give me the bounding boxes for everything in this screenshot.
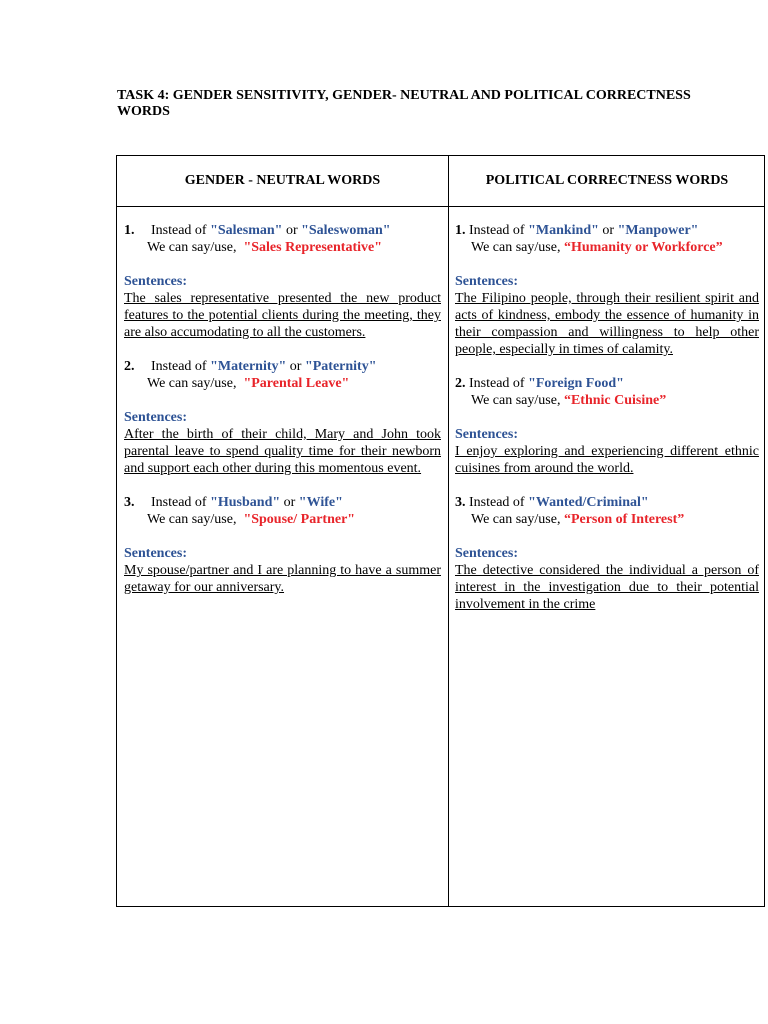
instead-of-line [455, 222, 759, 239]
replacement-word: "Sales Representative" [243, 240, 382, 255]
replacement-word: "Parental Leave" [243, 376, 350, 391]
replacement-line [124, 375, 441, 392]
original-word-2: "Manpower" [617, 223, 699, 238]
original-word-1: "Foreign Food" [528, 376, 624, 391]
original-word-1: "Wanted/Criminal" [528, 495, 649, 510]
item-number: 3. [124, 495, 135, 510]
header-divider [117, 206, 764, 207]
example-sentence: The detective considered the individual a person of interest in the investigation due to their potential involvement in the crime [455, 563, 759, 612]
instead-of-label: Instead of [469, 376, 525, 391]
instead-of-label: Instead of [151, 359, 207, 374]
sentences-label: Sentences: [124, 274, 187, 289]
words-table [116, 155, 765, 907]
instead-of-label: Instead of [151, 223, 207, 238]
instead-of-line [124, 358, 441, 375]
gender-neutral-column [124, 222, 441, 596]
example-sentence: After the birth of their child, Mary and John took parental leave to spend quality time for their newborn and support each other during this momentous event. [124, 427, 441, 476]
instead-of-line [455, 494, 759, 511]
replacement-line [124, 239, 441, 256]
political-correctness-entry-3 [455, 494, 759, 613]
political-correctness-column [455, 222, 759, 613]
sentences-label: Sentences: [124, 546, 187, 561]
or-label: or [283, 495, 296, 510]
we-can-say-label: We can say/use, [147, 512, 237, 527]
example-sentence: The sales representative presented the new product features to the potential clients during the meeting, they are also accumodating to all the customers. [124, 291, 441, 340]
header-political-correctness: POLITICAL CORRECTNESS WORDS [485, 173, 729, 188]
instead-of-label: Instead of [469, 223, 525, 238]
we-can-say-label: We can say/use, [147, 240, 237, 255]
item-number: 2. [124, 359, 135, 374]
original-word-1: "Maternity" [210, 359, 287, 374]
or-label: or [602, 223, 615, 238]
instead-of-line [124, 494, 441, 511]
gender-neutral-entry-3 [124, 494, 441, 596]
or-label: or [289, 359, 302, 374]
item-number: 1. [455, 223, 466, 238]
original-word-2: "Saleswoman" [301, 223, 391, 238]
original-word-2: "Wife" [298, 495, 343, 510]
example-sentence: My spouse/partner and I are planning to have a summer getaway for our anniversary. [124, 563, 441, 595]
sentences-label: Sentences: [124, 410, 187, 425]
sentences-label: Sentences: [455, 546, 518, 561]
replacement-word: "Spouse/ Partner" [243, 512, 356, 527]
column-divider [448, 156, 449, 906]
replacement-word: “Ethnic Cuisine” [563, 393, 667, 408]
replacement-line [124, 511, 441, 528]
original-word-1: "Mankind" [528, 223, 599, 238]
sentences-label: Sentences: [455, 274, 518, 289]
political-correctness-entry-2 [455, 375, 759, 477]
replacement-line [455, 392, 759, 409]
replacement-line [455, 239, 759, 256]
original-word-1: "Husband" [210, 495, 281, 510]
we-can-say-label: We can say/use, [147, 376, 237, 391]
item-number: 1. [124, 223, 135, 238]
replacement-word: “Person of Interest” [563, 512, 685, 527]
original-word-1: "Salesman" [210, 223, 283, 238]
item-number: 2. [455, 376, 466, 391]
sentences-label: Sentences: [455, 427, 518, 442]
political-correctness-entry-1 [455, 222, 759, 358]
we-can-say-label: We can say/use, [471, 512, 561, 527]
task-title: TASK 4: GENDER SENSITIVITY, GENDER- NEUTRAL AND POLITICAL CORRECTNESS WORDS [117, 88, 691, 119]
we-can-say-label: We can say/use, [471, 240, 561, 255]
we-can-say-label: We can say/use, [471, 393, 561, 408]
header-gender-neutral: GENDER - NEUTRAL WORDS [184, 173, 381, 188]
replacement-line [455, 511, 759, 528]
instead-of-label: Instead of [469, 495, 525, 510]
original-word-2: "Paternity" [304, 359, 377, 374]
replacement-word: “Humanity or Workforce” [563, 240, 723, 255]
gender-neutral-entry-2 [124, 358, 441, 477]
instead-of-line [124, 222, 441, 239]
example-sentence: The Filipino people, through their resilient spirit and acts of kindness, embody the essence of humanity in their compassion and willingness to help other people, especially in times of calamity. [455, 291, 759, 357]
item-number: 3. [455, 495, 466, 510]
instead-of-line [455, 375, 759, 392]
or-label: or [285, 223, 298, 238]
gender-neutral-entry-1 [124, 222, 441, 341]
instead-of-label: Instead of [151, 495, 207, 510]
example-sentence: I enjoy exploring and experiencing different ethnic cuisines from around the world. [455, 444, 759, 476]
